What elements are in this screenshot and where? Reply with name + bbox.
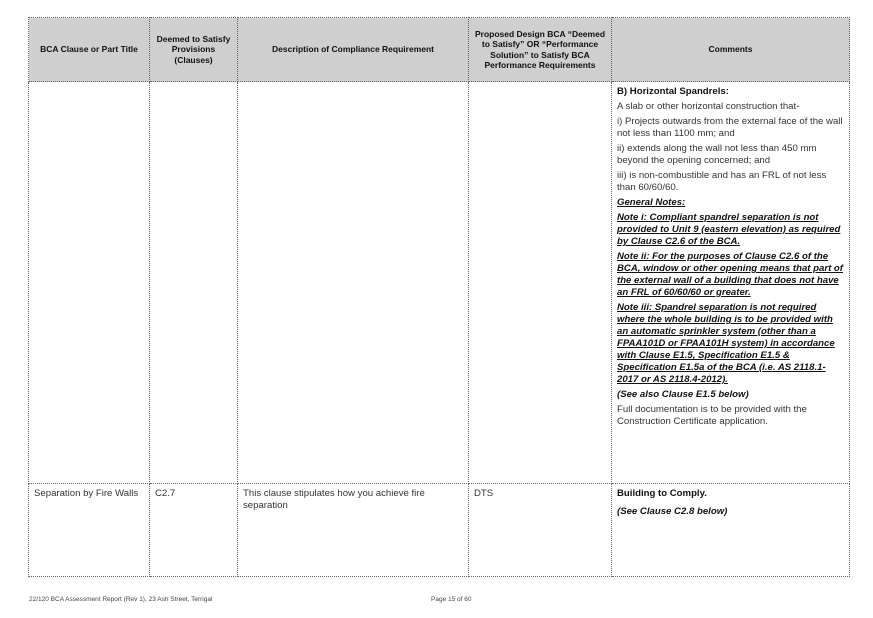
row1-clause-cell	[150, 82, 238, 484]
header-description: Description of Compliance Requirement	[238, 18, 469, 82]
row2-clause-cell	[150, 484, 238, 577]
row2-comments-cell	[612, 484, 850, 577]
header-comments: Comments	[612, 18, 850, 82]
row2-proposed-cell	[469, 484, 612, 577]
header-proposed-design: Proposed Design BCA “Deemed to Satisfy” OR “Performance Solution” to Satisfy BCA Performance Requirements	[469, 18, 612, 82]
general-notes-heading: General Notes:	[617, 197, 686, 208]
compliance-table	[28, 17, 850, 577]
spandrel-item-iii: iii) is non-combustible and has an FRL of not less than 60/60/60.	[617, 170, 827, 193]
table-row	[29, 82, 850, 484]
row2-description: This clause stipulates how you achieve fire separation	[243, 488, 425, 511]
row2-comment-see-clause: (See Clause C2.8 below)	[617, 506, 728, 517]
header-dts-provisions: Deemed to Satisfy Provisions (Clauses)	[150, 18, 238, 82]
note-iii: Note iii: Spandrel separation is not required where the whole building is to be provided with an automatic sprinkler system (other than a FPAA101D or FPAA101H system) in accordance with Clause E1.5, Specification E1.5 & Specification E1.5a of the BCA (i.e. AS 2118.1-2017 or AS 2118.4-2012).	[617, 302, 835, 385]
spandrel-intro: A slab or other horizontal construction that-	[617, 101, 800, 112]
header-clause-title: BCA Clause or Part Title	[29, 18, 150, 82]
footer-page-number: Page 15 of 60	[431, 596, 472, 603]
table-row	[29, 484, 850, 577]
footer-report-title: 22/120 BCA Assessment Report (Rev 1), 23 Ash Street, Terrigal	[29, 596, 213, 603]
note-ii: Note ii: For the purposes of Clause C2.6 of the BCA, window or other opening means that part of the external wall of a building that does not have an FRL of 60/60/60 or greater.	[617, 251, 843, 298]
row1-comments-cell	[612, 82, 850, 484]
table-header-row	[29, 18, 850, 82]
row2-description-cell	[238, 484, 469, 577]
row1-clause-title-cell	[29, 82, 150, 484]
spandrel-item-i: i) Projects outwards from the external face of the wall not less than 1100 mm; and	[617, 116, 843, 139]
row2-clause-title-cell	[29, 484, 150, 577]
spandrel-item-ii: ii) extends along the wall not less than 450 mm beyond the opening concerned; and	[617, 143, 817, 166]
row1-description-cell	[238, 82, 469, 484]
row2-clause-title: Separation by Fire Walls	[34, 488, 139, 499]
documentation-note: Full documentation is to be provided with the Construction Certificate application.	[617, 404, 807, 427]
see-also-note: (See also Clause E1.5 below)	[617, 389, 749, 400]
note-i: Note i: Compliant spandrel separation is not provided to Unit 9 (eastern elevation) as required by Clause C2.6 of the BCA.	[617, 212, 841, 247]
row2-proposed: DTS	[474, 488, 494, 499]
row1-proposed-cell	[469, 82, 612, 484]
row2-comment-comply: Building to Comply.	[617, 488, 707, 499]
horizontal-spandrels-heading: B) Horizontal Spandrels:	[617, 86, 729, 97]
row2-clause: C2.7	[155, 488, 176, 499]
